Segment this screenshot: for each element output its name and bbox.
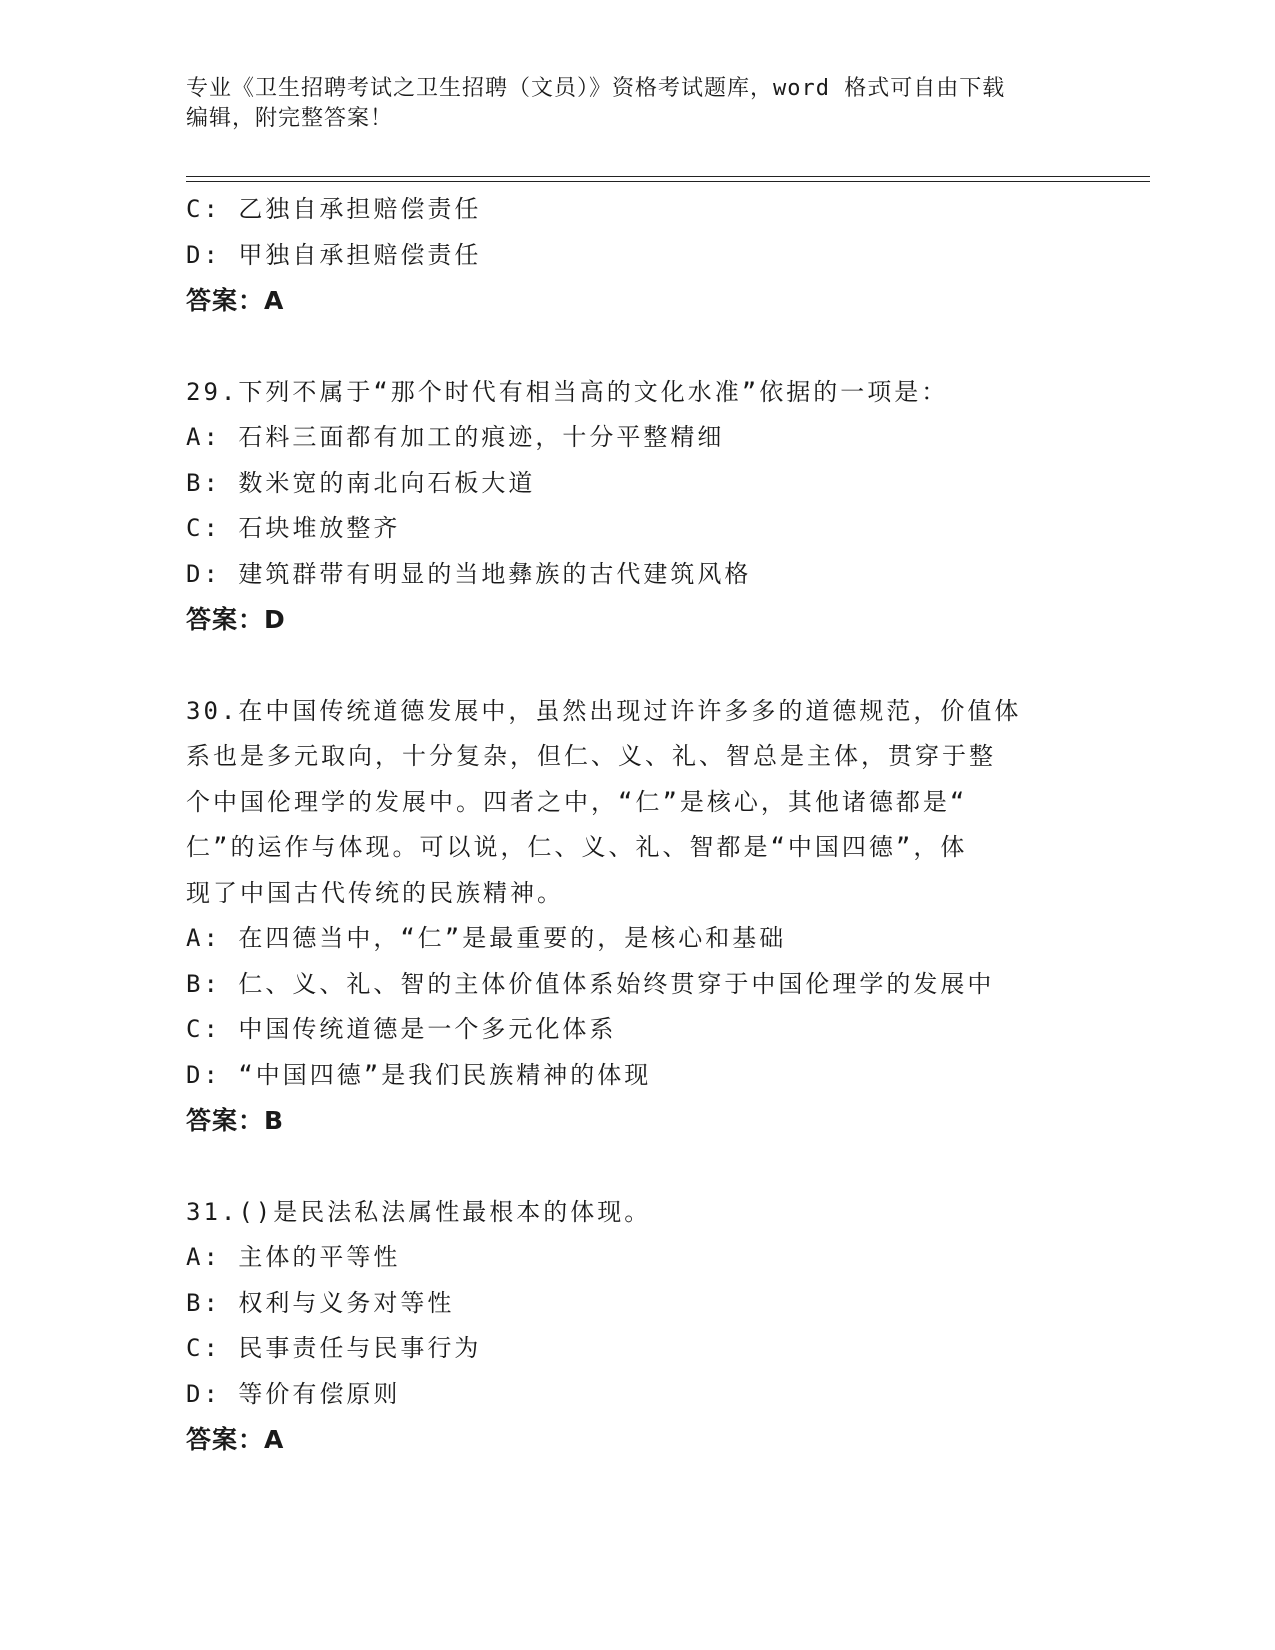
answer-line: 答案：A bbox=[186, 286, 285, 315]
option-b: B: 仁、义、礼、智的主体价值体系始终贯穿于中国伦理学的发展中 bbox=[186, 969, 995, 998]
spacer bbox=[186, 324, 1086, 370]
question-stem-line-5: 现了中国古代传统的民族精神。 bbox=[186, 878, 564, 907]
question-block-prev bbox=[186, 187, 1086, 324]
question-block-31 bbox=[186, 1190, 1086, 1463]
answer-line: 答案：D bbox=[186, 605, 286, 634]
spacer bbox=[186, 1144, 1086, 1190]
option-b: B: 数米宽的南北向石板大道 bbox=[186, 468, 536, 497]
question-stem-line-3: 个中国伦理学的发展中。四者之中，“仁”是核心，其他诸德都是“ bbox=[186, 787, 968, 816]
question-stem-line-2: 系也是多元取向，十分复杂，但仁、义、礼、智总是主体，贯穿于整 bbox=[186, 742, 996, 770]
answer-line: 答案：B bbox=[186, 1106, 285, 1135]
option-b: B: 权利与义务对等性 bbox=[186, 1288, 455, 1317]
header-line-1: 专业《卫生招聘考试之卫生招聘（文员）》资格考试题库，word 格式可自由下载 bbox=[186, 76, 1006, 101]
document-header bbox=[186, 74, 1086, 134]
option-a: A: 在四德当中，“仁”是最重要的，是核心和基础 bbox=[186, 924, 787, 952]
question-stem-line-1: 30.在中国传统道德发展中，虽然出现过许许多多的道德规范，价值体 bbox=[186, 696, 1022, 725]
question-stem-line-4: 仁”的运作与体现。可以说，仁、义、礼、智都是“中国四德”，体 bbox=[186, 833, 968, 861]
option-d: D: “中国四德”是我们民族精神的体现 bbox=[186, 1060, 652, 1089]
header-divider-top bbox=[186, 176, 1150, 177]
header-divider-bottom bbox=[186, 181, 1150, 182]
option-a: A: 主体的平等性 bbox=[186, 1243, 401, 1271]
spacer bbox=[186, 643, 1086, 689]
option-c: C: 乙独自承担赔偿责任 bbox=[186, 195, 482, 223]
document-body bbox=[186, 187, 1086, 1463]
question-block-29 bbox=[186, 370, 1086, 643]
option-c: C: 中国传统道德是一个多元化体系 bbox=[186, 1015, 617, 1043]
question-stem: 29.下列不属于“那个时代有相当高的文化水准”依据的一项是： bbox=[186, 377, 949, 406]
option-d: D: 等价有偿原则 bbox=[186, 1379, 401, 1408]
option-c: C: 民事责任与民事行为 bbox=[186, 1334, 482, 1362]
option-c: C: 石块堆放整齐 bbox=[186, 514, 401, 542]
answer-line: 答案：A bbox=[186, 1425, 285, 1454]
option-d: D: 建筑群带有明显的当地彝族的古代建筑风格 bbox=[186, 559, 752, 588]
question-stem: 31.()是民法私法属性最根本的体现。 bbox=[186, 1197, 652, 1226]
header-line-2: 编辑，附完整答案！ bbox=[186, 106, 394, 131]
question-block-30 bbox=[186, 689, 1086, 1144]
option-a: A: 石料三面都有加工的痕迹，十分平整精细 bbox=[186, 423, 725, 451]
option-d: D: 甲独自承担赔偿责任 bbox=[186, 240, 482, 269]
